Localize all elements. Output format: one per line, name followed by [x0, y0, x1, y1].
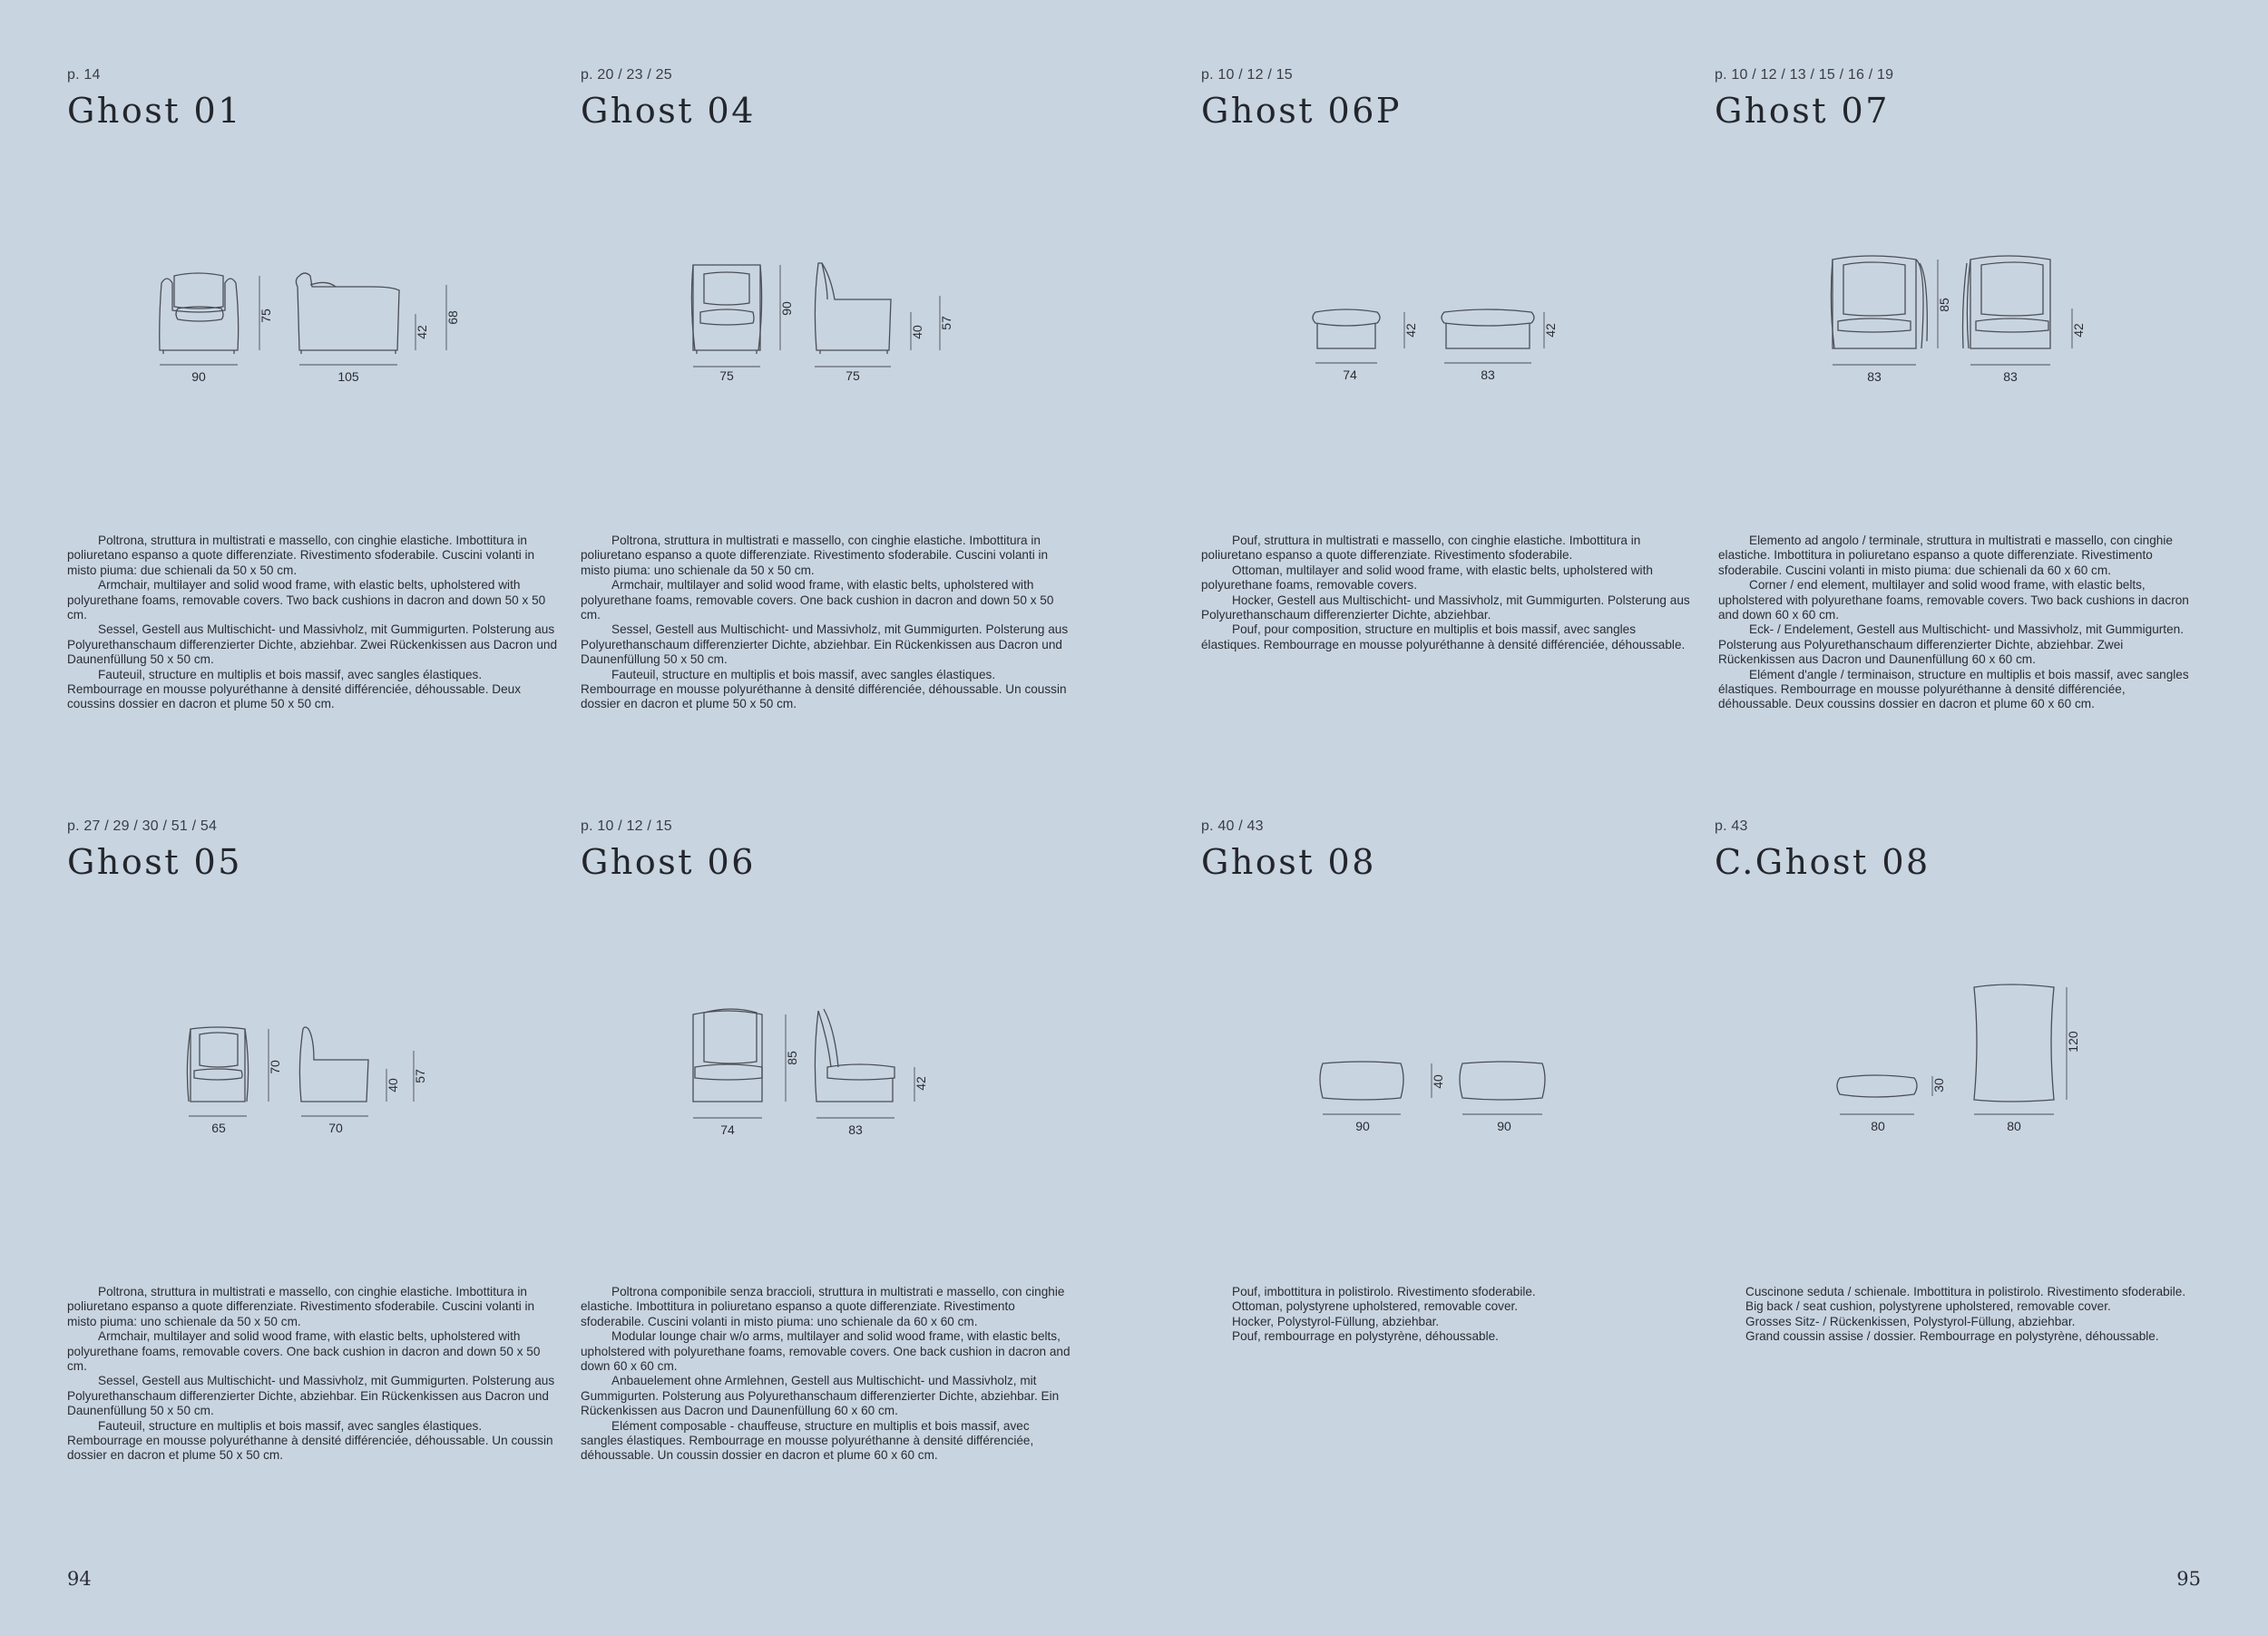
- product-description: [1201, 534, 1691, 652]
- product-ghost-04: [581, 67, 1070, 131]
- product-ghost-07: [1715, 67, 2204, 131]
- dimension-width: 83: [1867, 369, 1882, 384]
- product-title: Ghost 07: [1715, 91, 1890, 131]
- description-german: Sessel, Gestell aus Multischicht- und Massivholz, mit Gummigurten. Polsterung aus Polyurethanschaum differenzierter Dichte, abziehbar. Ein Rückenkissen aus Dacron und Daunenfüllung 50 x 50 cm.: [581, 622, 1069, 667]
- dimension-arm-height: 57: [413, 1069, 427, 1083]
- product-title: Ghost 04: [581, 91, 756, 131]
- product-description: [67, 534, 557, 712]
- product-title: Ghost 06P: [1201, 91, 1402, 131]
- description-german: Hocker, Polystyrol-Füllung, abziehbar.: [1232, 1314, 1440, 1328]
- dimension-seat-height: 42: [2071, 323, 2086, 338]
- description-italian: Cuscinone seduta / schienale. Imbottitura in polistirolo. Rivestimento sfoderabile.: [1745, 1285, 2186, 1298]
- dimension-height: 30: [1931, 1078, 1946, 1092]
- product-description: [1201, 1285, 1691, 1345]
- description-italian: Poltrona, struttura in multistrati e massello, con cinghie elastiche. Imbottitura in poliuretano espanso a quote differenziate. Rivestimento sfoderabile. Cuscini volanti in misto piuma: uno schienale da 50 x 50 cm.: [67, 1285, 535, 1328]
- page-reference: p. 20 / 23 / 25: [581, 67, 672, 83]
- dimension-height: 42: [1403, 323, 1418, 338]
- dimension-width: 90: [1355, 1119, 1370, 1133]
- description-french: Pouf, rembourrage en polystyrène, déhoussable.: [1232, 1329, 1499, 1344]
- page-reference: p. 27 / 29 / 30 / 51 / 54: [67, 818, 218, 834]
- description-italian: Pouf, imbottitura in polistirolo. Rivestimento sfoderabile.: [1232, 1285, 1536, 1298]
- description-german: Hocker, Gestell aus Multischicht- und Massivholz, mit Gummigurten. Polsterung aus Polyurethanschaum differenzierter Dichte, abziehbar.: [1201, 593, 1690, 622]
- dimension-width: 80: [1871, 1119, 1885, 1133]
- dimension-height: 85: [785, 1051, 799, 1065]
- page-number-left: 94: [67, 1568, 92, 1590]
- description-english: Ottoman, multilayer and solid wood frame, with elastic belts, upholstered with polyurethane foams, removable covers.: [1201, 563, 1653, 593]
- dimension-width: 90: [191, 369, 206, 384]
- product-description: [1718, 534, 2201, 712]
- dimension-depth: 105: [337, 369, 359, 384]
- product-drawing-ghost-04: [686, 260, 976, 390]
- dimension-arm-height: 57: [939, 316, 953, 330]
- dimension-width: 75: [719, 368, 734, 383]
- description-german: Sessel, Gestell aus Multischicht- und Massivholz, mit Gummigurten. Polsterung aus Polyurethanschaum differenzierter Dichte, abziehbar. Ein Rückenkissen aus Dacron und Daunenfüllung 50 x 50 cm.: [67, 1374, 555, 1418]
- description-german: Sessel, Gestell aus Multischicht- und Massivholz, mit Gummigurten. Polsterung aus Polyurethanschaum differenzierter Dichte, abziehbar. Zwei Rückenkissen aus Dacron und Daunenfüllung 50 x 50 cm.: [67, 622, 558, 667]
- product-title: Ghost 06: [581, 842, 756, 882]
- product-ghost-06: [581, 818, 1070, 882]
- product-drawing-c-ghost-08: [1831, 978, 2103, 1141]
- description-french: Pouf, pour composition, structure en multiplis et bois massif, avec sangles élastiques. Rembourrage en mousse polyuréthanne à densité différenciée, déhoussable.: [1201, 622, 1686, 651]
- dimension-depth: 83: [2003, 369, 2018, 384]
- dimension-arm-height: 68: [445, 310, 460, 325]
- dimension-height: 75: [259, 309, 273, 323]
- dimension-seat-height: 40: [386, 1078, 400, 1092]
- dimension-depth: 83: [848, 1122, 863, 1137]
- description-english: Armchair, multilayer and solid wood frame, with elastic belts, upholstered with polyurethane foams, removable covers. One back cushion in dacron and down 50 x 50 cm.: [581, 578, 1054, 622]
- description-french: Fauteuil, structure en multiplis et bois massif, avec sangles élastiques. Rembourrage en mousse polyuréthanne à densité différenciée, déhoussable. Un coussin dossier en dacron et plume 50 x 50 cm.: [581, 667, 1067, 711]
- description-german: Grosses Sitz- / Rückenkissen, Polystyrol-Füllung, abziehbar.: [1745, 1314, 2076, 1328]
- dimension-width-2: 90: [1497, 1119, 1511, 1133]
- product-description: [581, 1285, 1070, 1464]
- description-italian: Pouf, struttura in multistrati e massello, con cinghie elastiche. Imbottitura in poliuretano espanso a quote differenziate. Rivestimento sfoderabile.: [1201, 534, 1641, 563]
- product-c-ghost-08: [1715, 818, 2204, 882]
- product-drawing-ghost-08: [1317, 1054, 1571, 1141]
- dimension-height: 40: [1431, 1074, 1445, 1089]
- description-english: Ottoman, polystyrene upholstered, removable cover.: [1232, 1299, 1519, 1314]
- description-english: Big back / seat cushion, polystyrene upholstered, removable cover.: [1745, 1299, 2111, 1314]
- page-reference: p. 40 / 43: [1201, 818, 1264, 834]
- dimension-seat-height: 42: [914, 1076, 928, 1091]
- description-french: Grand coussin assise / dossier. Rembourrage en polystyrène, déhoussable.: [1745, 1329, 2159, 1344]
- product-title: Ghost 01: [67, 91, 242, 131]
- dimension-width: 74: [720, 1122, 735, 1137]
- dimension-height-2: 42: [1543, 323, 1558, 338]
- page-reference: p. 43: [1715, 818, 1748, 834]
- dimension-width: 65: [211, 1121, 226, 1135]
- description-english: Modular lounge chair w/o arms, multilayer and solid wood frame, with elastic belts, upholstered with polyurethane foams, removable covers. One back cushion in dacron and down 60 x 60 cm.: [581, 1329, 1070, 1374]
- product-drawing-ghost-06p: [1310, 303, 1564, 394]
- dimension-depth: 70: [328, 1121, 343, 1135]
- dimension-width-2: 83: [1481, 367, 1495, 382]
- page-number-right: 95: [2176, 1568, 2201, 1590]
- dimension-width-2: 80: [2007, 1119, 2021, 1133]
- product-title: C.Ghost 08: [1715, 842, 1931, 882]
- description-english: Corner / end element, multilayer and solid wood frame, with elastic belts, upholstered with polyurethane foams, removable covers. Two back cushions in dacron and down 60 x 60 cm.: [1718, 578, 2189, 622]
- product-title: Ghost 08: [1201, 842, 1376, 882]
- description-italian: Poltrona, struttura in multistrati e massello, con cinghie elastiche. Imbottitura in poliuretano espanso a quote differenziate. Rivestimento sfoderabile. Cuscini volanti in misto piuma: due schienali da 50 x 50 cm.: [67, 534, 535, 577]
- description-italian: Poltrona, struttura in multistrati e massello, con cinghie elastiche. Imbottitura in poliuretano espanso a quote differenziate. Rivestimento sfoderabile. Cuscini volanti in misto piuma: uno schienale da 50 x 50 cm.: [581, 534, 1049, 577]
- product-drawing-ghost-06: [686, 1002, 958, 1141]
- dimension-height: 85: [1937, 298, 1951, 312]
- description-french: Elément d'angle / terminaison, structure en multiplis et bois massif, avec sangles élastiques. Rembourrage en mousse polyuréthanne à densité différenciée, déhoussable. Deux coussins dossier en dacron et plume 60 x 60 cm.: [1718, 667, 2189, 711]
- dimension-height: 90: [779, 301, 794, 316]
- description-german: Eck- / Endelement, Gestell aus Multischicht- und Massivholz, mit Gummigurten. Polsterung aus Polyurethanschaum differenzierter Dichte, abziehbar. Zwei Rückenkissen aus Dacron und Daunenfüllung 60 x 60 cm.: [1718, 622, 2184, 667]
- product-ghost-08: [1201, 818, 1691, 882]
- description-english: Armchair, multilayer and solid wood frame, with elastic belts, upholstered with polyurethane foams, removable covers. One back cushion in dacron and down 50 x 50 cm.: [67, 1329, 541, 1374]
- dimension-height: 70: [268, 1060, 282, 1074]
- description-german: Anbauelement ohne Armlehnen, Gestell aus Multischicht- und Massivholz, mit Gummigurten. Polsterung aus Polyurethanschaum differenzierter Dichte, abziehbar. Ein Rückenkissen aus Dacron und Daunenfüllung 60 x 60 cm.: [581, 1374, 1060, 1418]
- product-ghost-01: [67, 67, 557, 131]
- dimension-seat-height: 40: [910, 325, 924, 339]
- description-italian: Poltrona componibile senza braccioli, struttura in multistrati e massello, con cinghie elastiche. Imbottitura in poliuretano espanso a quote differenziate. Rivestimento sfoderabile. Cuscini volanti in misto piuma: uno schienale da 60 x 60 cm.: [581, 1285, 1065, 1328]
- page-reference: p. 10 / 12 / 15: [581, 818, 672, 834]
- description-french: Elément composable - chauffeuse, structure en multiplis et bois massif, avec sangles élastiques. Rembourrage en mousse polyuréthanne à densité différenciée, déhoussable. Un coussin dossier en dacron et plume 60 x 60 cm.: [581, 1418, 1034, 1463]
- page-reference: p. 14: [67, 67, 101, 83]
- product-ghost-05: [67, 818, 557, 882]
- product-title: Ghost 05: [67, 842, 242, 882]
- product-drawing-ghost-01: [154, 263, 499, 390]
- dimension-depth: 75: [846, 368, 860, 383]
- product-description: [581, 534, 1070, 712]
- page-reference: p. 10 / 12 / 13 / 15 / 16 / 19: [1715, 67, 1894, 83]
- description-french: Fauteuil, structure en multiplis et bois massif, avec sangles élastiques. Rembourrage en mousse polyuréthanne à densité différenciée, déhoussable. Deux coussins dossier en dacron et plume 50 x 50 cm.: [67, 667, 522, 711]
- product-drawing-ghost-05: [181, 1020, 454, 1141]
- dimension-seat-height: 42: [415, 325, 429, 339]
- page-reference: p. 10 / 12 / 15: [1201, 67, 1293, 83]
- dimension-width: 74: [1343, 367, 1357, 382]
- dimension-height-2: 120: [2066, 1031, 2080, 1053]
- product-description: [1715, 1285, 2204, 1345]
- description-english: Armchair, multilayer and solid wood frame, with elastic belts, upholstered with polyurethane foams, removable covers. Two back cushions in dacron and down 50 x 50 cm.: [67, 578, 546, 622]
- product-description: [67, 1285, 557, 1464]
- product-ghost-06p: [1201, 67, 1691, 131]
- description-french: Fauteuil, structure en multiplis et bois massif, avec sangles élastiques. Rembourrage en mousse polyuréthanne à densité différenciée, déhoussable. Un coussin dossier en dacron et plume 50 x 50 cm.: [67, 1418, 553, 1463]
- product-drawing-ghost-07: [1825, 250, 2097, 390]
- description-italian: Elemento ad angolo / terminale, struttura in multistrati e massello, con cinghie elastiche. Imbottitura in poliuretano espanso a quote differenziate. Rivestimento sfoderabile. Cuscini volanti in misto piuma: due schienali da 60 x 60 cm.: [1718, 534, 2173, 577]
